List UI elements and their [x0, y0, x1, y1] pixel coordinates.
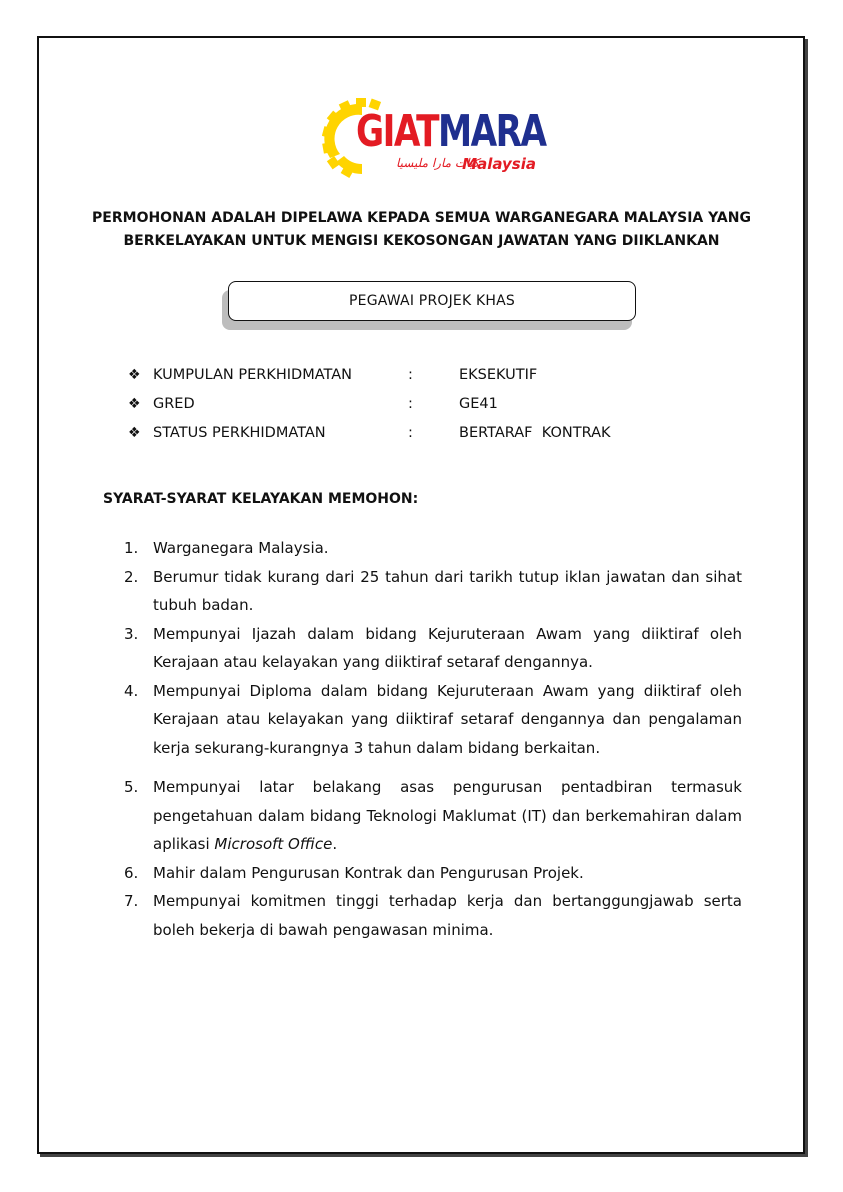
list-item — [124, 534, 742, 563]
list-text: Mempunyai komitmen tinggi terhadap kerja dan bertanggungjawab serta boleh bekerja di bawah pengawasan minima. — [153, 892, 742, 939]
info-colon: : — [408, 425, 413, 441]
headline-line-2: BERKELAYAKAN UNTUK MENGISI KEKOSONGAN JAWATAN YANG DIIKLANKAN — [123, 233, 720, 249]
requirements-heading: SYARAT-SYARAT KELAYAKAN MEMOHON: — [103, 491, 419, 507]
logo-wordmark — [356, 106, 546, 157]
diamond-bullet-icon: ❖ — [128, 425, 141, 441]
diamond-bullet-icon: ❖ — [128, 367, 141, 383]
list-number: 5. — [124, 778, 139, 796]
info-label: GRED — [153, 396, 195, 412]
list-text-italic: Microsoft Office — [214, 835, 333, 853]
info-value: GE41 — [459, 396, 498, 412]
list-text: Berumur tidak kurang dari 25 tahun dari tarikh tutup iklan jawatan dan sihat tubuh badan. — [153, 567, 742, 614]
list-item — [124, 563, 742, 620]
info-value: BERTARAF KONTRAK — [459, 425, 611, 441]
list-text: Mahir dalam Pengurusan Kontrak dan Pengurusan Projek. — [153, 863, 584, 882]
list-item — [124, 859, 742, 888]
headline-line-1: PERMOHONAN ADALAH DIPELAWA KEPADA SEMUA WARGANEGARA MALAYSIA YANG — [92, 210, 751, 226]
info-label: STATUS PERKHIDMATAN — [153, 425, 326, 441]
diamond-bullet-icon: ❖ — [128, 396, 141, 412]
logo-arabic-text: كيات مارا مليسيا — [396, 156, 480, 170]
list-number: 3. — [124, 624, 139, 643]
list-text: Mempunyai Diploma dalam bidang Kejuruteraan Awam yang diiktiraf oleh Kerajaan atau kelayakan yang diiktiraf setaraf dengannya dan pengalaman kerja sekurang-kurangnya 3 tahun dalam bidang berkaitan. — [153, 681, 742, 757]
list-number: 1. — [124, 539, 139, 557]
list-item — [124, 887, 742, 944]
info-row-status — [128, 423, 688, 452]
list-text-part: . — [332, 835, 338, 853]
list-text: Mempunyai Ijazah dalam bidang Kejuruteraan Awam yang diiktiraf oleh Kerajaan atau kelayakan yang diiktiraf setaraf dengannya. — [153, 624, 742, 671]
list-number: 7. — [124, 892, 139, 910]
info-row-gred — [128, 394, 688, 423]
list-number: 4. — [124, 681, 139, 700]
info-colon: : — [408, 367, 413, 383]
info-colon: : — [408, 396, 413, 412]
info-value: EKSEKUTIF — [459, 367, 538, 383]
list-text — [153, 773, 742, 859]
list-text: Warganegara Malaysia. — [153, 539, 329, 557]
logo-giat: GIAT — [356, 106, 439, 157]
list-number: 2. — [124, 567, 139, 586]
logo-country: Malaysia — [462, 155, 536, 173]
info-row-kumpulan — [128, 365, 688, 394]
giatmara-logo — [322, 98, 546, 180]
position-info-list — [128, 365, 688, 452]
list-item — [124, 677, 742, 763]
list-number: 6. — [124, 863, 139, 882]
list-item — [124, 773, 742, 859]
position-title: PEGAWAI PROJEK KHAS — [228, 281, 636, 321]
info-label: KUMPULAN PERKHIDMATAN — [153, 367, 353, 383]
requirements-list — [124, 534, 742, 944]
logo-mara: MARA — [438, 106, 546, 157]
list-text-part: Mempunyai latar belakang asas pengurusan pentadbiran termasuk pengetahuan dalam bidang Teknologi Maklumat (IT) dan berkemahiran dalam aplikasi — [153, 778, 742, 853]
list-item — [124, 620, 742, 677]
